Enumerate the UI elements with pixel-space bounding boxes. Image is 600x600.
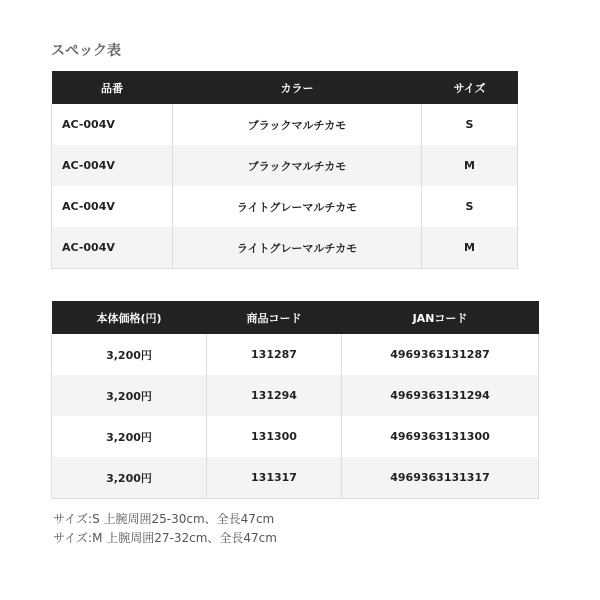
table-row <box>52 186 518 227</box>
price-table <box>51 301 539 499</box>
column-header-color: カラー <box>173 71 422 104</box>
table-row <box>52 145 518 186</box>
column-header-size: サイズ <box>422 71 518 104</box>
cell-jan-code: 4969363131317 <box>342 457 539 499</box>
cell-size: M <box>422 227 518 269</box>
cell-price: 3,200円 <box>52 375 207 416</box>
cell-product-code: 131300 <box>207 416 342 457</box>
table-header-row <box>52 71 518 104</box>
column-header-part-number: 品番 <box>52 71 173 104</box>
cell-color: ブラックマルチカモ <box>173 104 422 145</box>
cell-price: 3,200円 <box>52 334 207 375</box>
size-note-s: サイズ:S 上腕周囲25-30cm、全長47cm <box>53 512 275 526</box>
cell-part-number: AC-004V <box>52 186 173 227</box>
table-row <box>52 457 539 499</box>
page-title: スペック表 <box>51 43 121 59</box>
cell-size: S <box>422 186 518 227</box>
column-header-jan-code: JANコード <box>342 301 539 334</box>
cell-part-number: AC-004V <box>52 145 173 186</box>
cell-color: ブラックマルチカモ <box>173 145 422 186</box>
cell-product-code: 131287 <box>207 334 342 375</box>
cell-color: ライトグレーマルチカモ <box>173 186 422 227</box>
size-notes <box>53 510 277 548</box>
cell-jan-code: 4969363131287 <box>342 334 539 375</box>
cell-product-code: 131317 <box>207 457 342 499</box>
table-row <box>52 227 518 269</box>
cell-color: ライトグレーマルチカモ <box>173 227 422 269</box>
column-header-product-code: 商品コード <box>207 301 342 334</box>
table-row <box>52 334 539 375</box>
cell-price: 3,200円 <box>52 457 207 499</box>
cell-jan-code: 4969363131294 <box>342 375 539 416</box>
table-header-row <box>52 301 539 334</box>
cell-jan-code: 4969363131300 <box>342 416 539 457</box>
column-header-price: 本体価格(円) <box>52 301 207 334</box>
table-row <box>52 104 518 145</box>
cell-size: M <box>422 145 518 186</box>
table-row <box>52 375 539 416</box>
cell-part-number: AC-004V <box>52 104 173 145</box>
table-row <box>52 416 539 457</box>
cell-part-number: AC-004V <box>52 227 173 269</box>
cell-product-code: 131294 <box>207 375 342 416</box>
cell-size: S <box>422 104 518 145</box>
cell-price: 3,200円 <box>52 416 207 457</box>
spec-table <box>51 71 518 269</box>
size-note-m: サイズ:M 上腕周囲27-32cm、全長47cm <box>53 531 277 545</box>
